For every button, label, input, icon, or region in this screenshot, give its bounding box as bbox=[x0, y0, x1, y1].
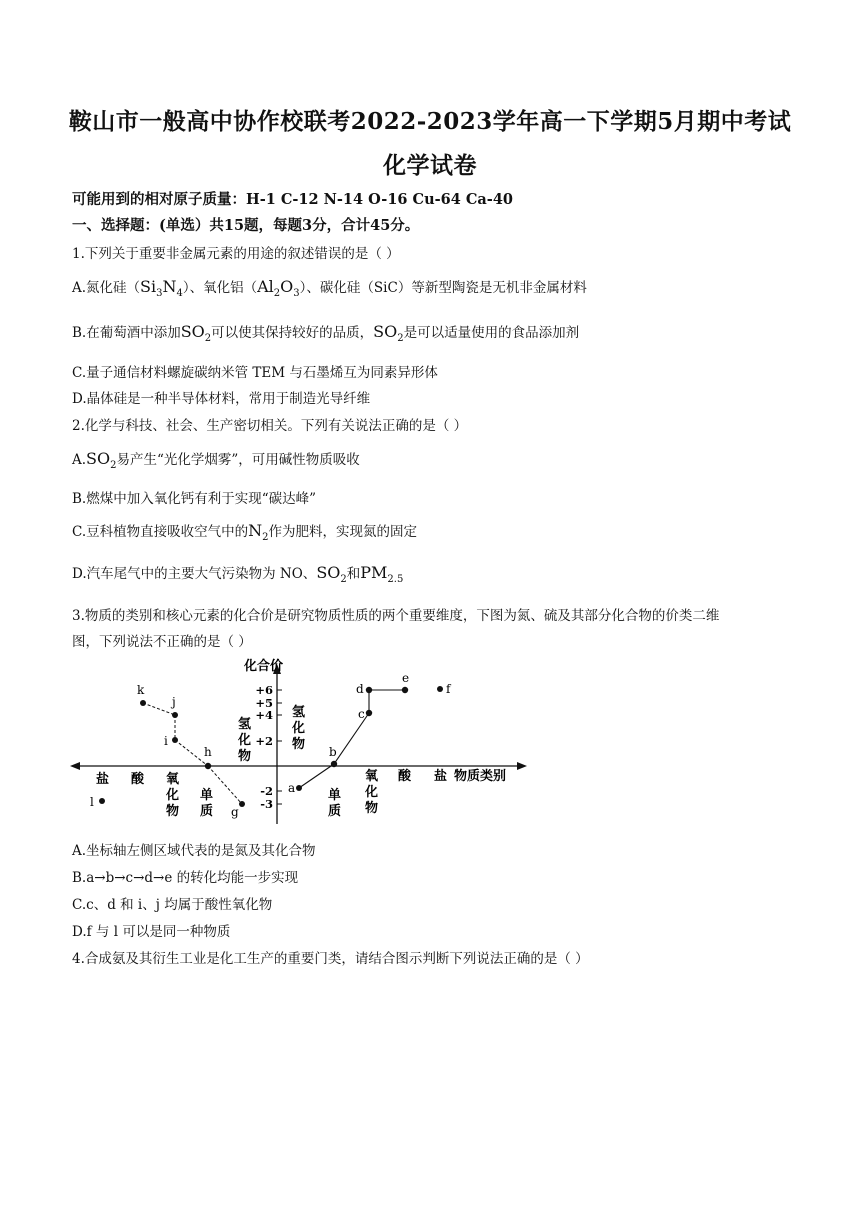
section-heading: 一、选择题：(单选）共15题，每题3分，合计45分。 bbox=[72, 217, 420, 234]
point-c bbox=[366, 710, 372, 716]
point-a bbox=[296, 785, 302, 791]
formula-pm25: $PM_{2.5}$ bbox=[360, 563, 404, 586]
x-axis-title: 物质类别 bbox=[454, 769, 507, 784]
label-a: a bbox=[288, 781, 296, 795]
formula-so2: $SO_2$ bbox=[373, 322, 404, 345]
category-hydride-right-3: 物 bbox=[292, 737, 306, 752]
label-g: g bbox=[231, 805, 239, 819]
point-i bbox=[172, 737, 178, 743]
formula-al2o3: $Al_2O_3$ bbox=[257, 277, 300, 300]
category-hydride-right-1: 氢 bbox=[292, 705, 306, 720]
category-oxide-right-2: 化 bbox=[365, 785, 379, 800]
category-element-right-2: 质 bbox=[328, 804, 342, 819]
y-tick: +2 bbox=[255, 734, 273, 748]
formula-so2: $SO_2$ bbox=[180, 322, 212, 345]
y-tick: -3 bbox=[260, 797, 273, 811]
q2-option-c: C.豆科植物直接吸收空气中的$N_2$作为肥料，实现氮的固定 bbox=[72, 521, 418, 544]
label-b: b bbox=[329, 745, 337, 759]
x-axis-arrow-left bbox=[70, 762, 80, 770]
category-element-right-1: 单 bbox=[328, 788, 342, 803]
label-e: e bbox=[402, 671, 410, 685]
exam-title: 鞍山市一般高中协作校联考2022-2023学年高一下学期5月期中考试 bbox=[68, 108, 792, 135]
exam-subtitle: 化学试卷 bbox=[383, 152, 477, 179]
q1-option-b: B.在葡萄酒中添加$SO_2$可以使其保持较好的品质，$SO_2$是可以适量使用的食品添加剂 bbox=[72, 322, 580, 345]
q4-stem: 4.合成氨及其衍生工业是化工生产的重要门类，请结合图示判断下列说法正确的是（ ） bbox=[72, 951, 589, 967]
category-element-left-2: 质 bbox=[200, 804, 214, 819]
category-oxide-left-3: 物 bbox=[166, 804, 180, 819]
category-acid-right: 酸 bbox=[398, 769, 412, 784]
category-hydride-left-2: 化 bbox=[238, 733, 252, 748]
q1-option-c: C.量子通信材料螺旋碳纳米管 TEM 与石墨烯互为同素异形体 bbox=[72, 365, 438, 381]
point-f bbox=[437, 686, 443, 692]
category-acid-left: 酸 bbox=[131, 772, 145, 787]
formula-si3n4: $Si_3N_4$ bbox=[140, 277, 183, 300]
category-salt-right: 盐 bbox=[434, 769, 448, 784]
formula-n2: $N_2$ bbox=[248, 521, 269, 544]
line-a-b bbox=[299, 764, 334, 788]
category-hydride-left-1: 氢 bbox=[238, 717, 252, 732]
category-oxide-right-3: 物 bbox=[365, 801, 379, 816]
category-hydride-right-2: 化 bbox=[292, 721, 306, 736]
q2-stem: 2.化学与科技、社会、生产密切相关。下列有关说法正确的是（ ） bbox=[72, 418, 468, 434]
q3-option-a: A.坐标轴左侧区域代表的是氮及其化合物 bbox=[72, 843, 316, 859]
point-k bbox=[140, 700, 146, 706]
q1-stem: 1.下列关于重要非金属元素的用途的叙述错误的是（ ） bbox=[72, 246, 400, 262]
label-c: c bbox=[358, 707, 365, 721]
label-l: l bbox=[90, 795, 94, 809]
q1-option-a: A.氮化硅$(Si_3N_4)$、氧化铝$(Al_2O_3)$、碳化硅（SiC）等新型陶瓷是无机非金属材料 bbox=[72, 277, 587, 300]
point-l bbox=[99, 798, 105, 804]
label-k: k bbox=[137, 683, 145, 697]
label-h: h bbox=[204, 745, 212, 759]
q2-option-b: B.燃煤中加入氧化钙有利于实现“碳达峰” bbox=[72, 491, 317, 507]
category-element-left-1: 单 bbox=[200, 788, 214, 803]
q1-option-d: D.晶体硅是一种半导体材料，常用于制造光导纤维 bbox=[72, 391, 371, 407]
point-d bbox=[366, 687, 372, 693]
category-salt-left: 盐 bbox=[96, 772, 110, 787]
q3-stem-line2: 图，下列说法不正确的是（ ） bbox=[72, 634, 252, 650]
category-oxide-right-1: 氧 bbox=[365, 769, 379, 784]
y-tick: +4 bbox=[255, 708, 273, 722]
y-tick: +5 bbox=[255, 696, 273, 710]
category-oxide-left-2: 化 bbox=[166, 788, 180, 803]
x-axis-arrow-right bbox=[517, 762, 527, 770]
label-d: d bbox=[356, 682, 364, 696]
q3-option-c: C.c、d 和 i、j 均属于酸性氧化物 bbox=[72, 897, 273, 913]
line-h-g bbox=[208, 766, 242, 804]
y-axis-title: 化合价 bbox=[244, 659, 284, 674]
category-hydride-left-3: 物 bbox=[238, 749, 252, 764]
q3-option-b: B.a→b→c→d→e 的转化均能一步实现 bbox=[72, 870, 299, 886]
point-e bbox=[402, 687, 408, 693]
point-b bbox=[331, 761, 337, 767]
point-j bbox=[172, 712, 178, 718]
q3-stem-line1: 3.物质的类别和核心元素的化合价是研究物质性质的两个重要维度，下图为氮、硫及其部分化合物的价类二维 bbox=[72, 608, 720, 624]
label-f: f bbox=[446, 682, 451, 696]
formula-so2: $SO_2$ bbox=[86, 449, 117, 472]
valence-category-diagram bbox=[68, 656, 528, 828]
label-j: j bbox=[172, 695, 176, 709]
q3-option-d: D.f 与 l 可以是同一种物质 bbox=[72, 924, 231, 940]
atomic-masses: 可能用到的相对原子质量：H-1 C-12 N-14 O-16 Cu-64 Ca-40 bbox=[72, 191, 514, 208]
q2-option-d: D.汽车尾气中的主要大气污染物为 NO、$SO_2$和$PM_{2.5}$ bbox=[72, 563, 404, 586]
line-k-j bbox=[143, 703, 175, 715]
point-g bbox=[239, 801, 245, 807]
y-tick: -2 bbox=[260, 784, 273, 798]
label-i: i bbox=[164, 734, 168, 748]
q2-option-a: $A.SO_2$易产生“光化学烟雾”，可用碱性物质吸收 bbox=[72, 449, 360, 472]
point-h bbox=[205, 763, 211, 769]
y-tick: +6 bbox=[255, 683, 273, 697]
category-oxide-left-1: 氧 bbox=[166, 772, 180, 787]
formula-so2: $SO_2$ bbox=[316, 563, 347, 586]
